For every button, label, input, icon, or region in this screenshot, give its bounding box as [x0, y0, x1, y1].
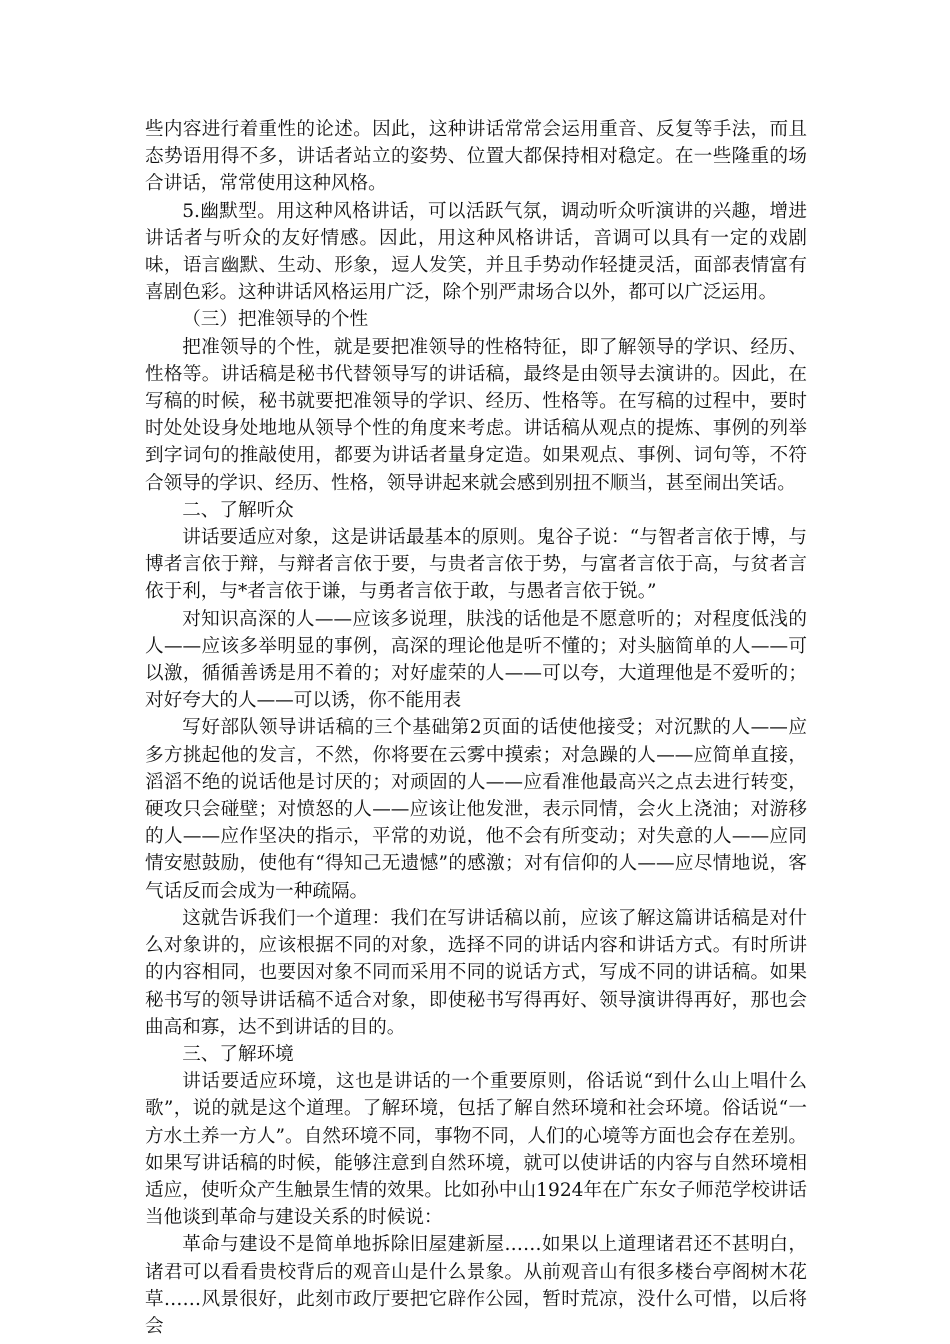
document-page [145, 116, 807, 1340]
paragraph-audience-principle: 这就告诉我们一个道理：我们在写讲话稿以前，应该了解这篇讲话稿是对什么对象讲的，应该根据不同的对象，选择不同的讲话内容和讲话方式。有时所讲的内容相同，也要因对象不同而采用不同的说话方式，写成不同的讲话稿。如果秘书写的领导讲话稿不适合对象，即使秘书写得再好、领导演讲得再好，那也会曲高和寡，达不到讲话的目的。 [145, 907, 807, 1038]
paragraph-humor-style: 5.幽默型。用这种风格讲话，可以活跃气氛，调动听众听演讲的兴趣，增进讲话者与听众的友好情感。因此，用这种风格讲话，音调可以具有一定的戏剧味，语言幽默、生动、形象，逗人发笑，并且手势动作轻捷灵活，面部表情富有喜剧色彩。这种讲话风格运用广泛，除个别严肃场合以外，都可以广泛运用。 [145, 200, 807, 304]
section-heading-audience: 二、了解听众 [182, 499, 294, 521]
paragraph-environment: 讲话要适应环境，这也是讲话的一个重要原则，俗话说“到什么山上唱什么歌”，说的就是这个道理。了解环境，包括了解自然环境和社会环境。俗话说“一方水土养一方人”。自然环境不同，事物不同，人们的心境等方面也会存在差别。如果写讲话稿的时候，能够注意到自然环境，就可以使讲话的内容与自然环境相适应，使听众产生触景生情的效果。比如孙中山1924年在广东女子师范学校讲话当他谈到革命与建设关系的时候说： [145, 1071, 807, 1229]
paragraph-audience-types-continued: 写好部队领导讲话稿的三个基础第2页面的话使他接受；对沉默的人——应多方挑起他的发言，不然，你将要在云雾中摸索；对急躁的人——应简单直接，滔滔不绝的说话他是讨厌的；对顽固的人——应看准他最高兴之点去进行转变，硬攻只会碰壁；对愤怒的人——应该让他发泄，表示同情，会火上浇油；对游移的人——应作坚决的指示，平常的劝说，他不会有所变动；对失意的人——应同情安慰鼓励，使他有“得知己无遗憾”的感激；对有信仰的人——应尽情地说，客气话反而会成为一种疏隔。 [145, 717, 807, 902]
paragraph-guiguzi-quote: 讲话要适应对象，这是讲话最基本的原则。鬼谷子说：“与智者言依于博，与博者言依于辩，与辩者言依于要，与贵者言依于势，与富者言依于高，与贫者言依于利，与*者言依于谦，与勇者言依于敢，与愚者言依于锐。” [145, 527, 807, 603]
paragraph-continuation: 些内容进行着重性的论述。因此，这种讲话常常会运用重音、反复等手法，而且态势语用得不多，讲话者站立的姿势、位置大都保持相对稳定。在一些隆重的场合讲话，常常使用这种风格。 [145, 119, 807, 195]
paragraph-audience-types: 对知识高深的人——应该多说理，肤浅的话他是不愿意听的；对程度低浅的人——应该多举明显的事例，高深的理论他是听不懂的；对头脑简单的人——可以激，循循善诱是用不着的；对好虚荣的人——可以夸，大道理他是不爱听的；对好夸大的人——可以诱，你不能用表 [145, 608, 807, 712]
section-heading-leader-personality: （三）把准领导的个性 [182, 309, 369, 331]
paragraph-sun-yatsen-quote: 革命与建设不是简单地拆除旧屋建新屋……如果以上道理诸君还不甚明白，诸君可以看看贵校背后的观音山是什么景象。从前观音山有很多楼台亭阁树木花草……风景很好，此刻市政厅要把它辟作公园，暂时荒凉，没什么可惜，以后将会 [145, 1234, 807, 1337]
paragraph-leader-personality: 把准领导的个性，就是要把准领导的性格特征，即了解领导的学识、经历、性格等。讲话稿是秘书代替领导写的讲话稿，最终是由领导去演讲的。因此，在写稿的时候，秘书就要把准领导的学识、经历、性格等。在写稿的过程中，要时时处处设身处地地从领导个性的角度来考虑。讲话稿从观点的提炼、事例的列举到字词句的推敲使用，都要为讲话者量身定造。如果观点、事例、词句等，不符合领导的学识、经历、性格，领导讲起来就会感到别扭不顺当，甚至闹出笑话。 [145, 336, 807, 494]
section-heading-environment: 三、了解环境 [182, 1043, 294, 1065]
